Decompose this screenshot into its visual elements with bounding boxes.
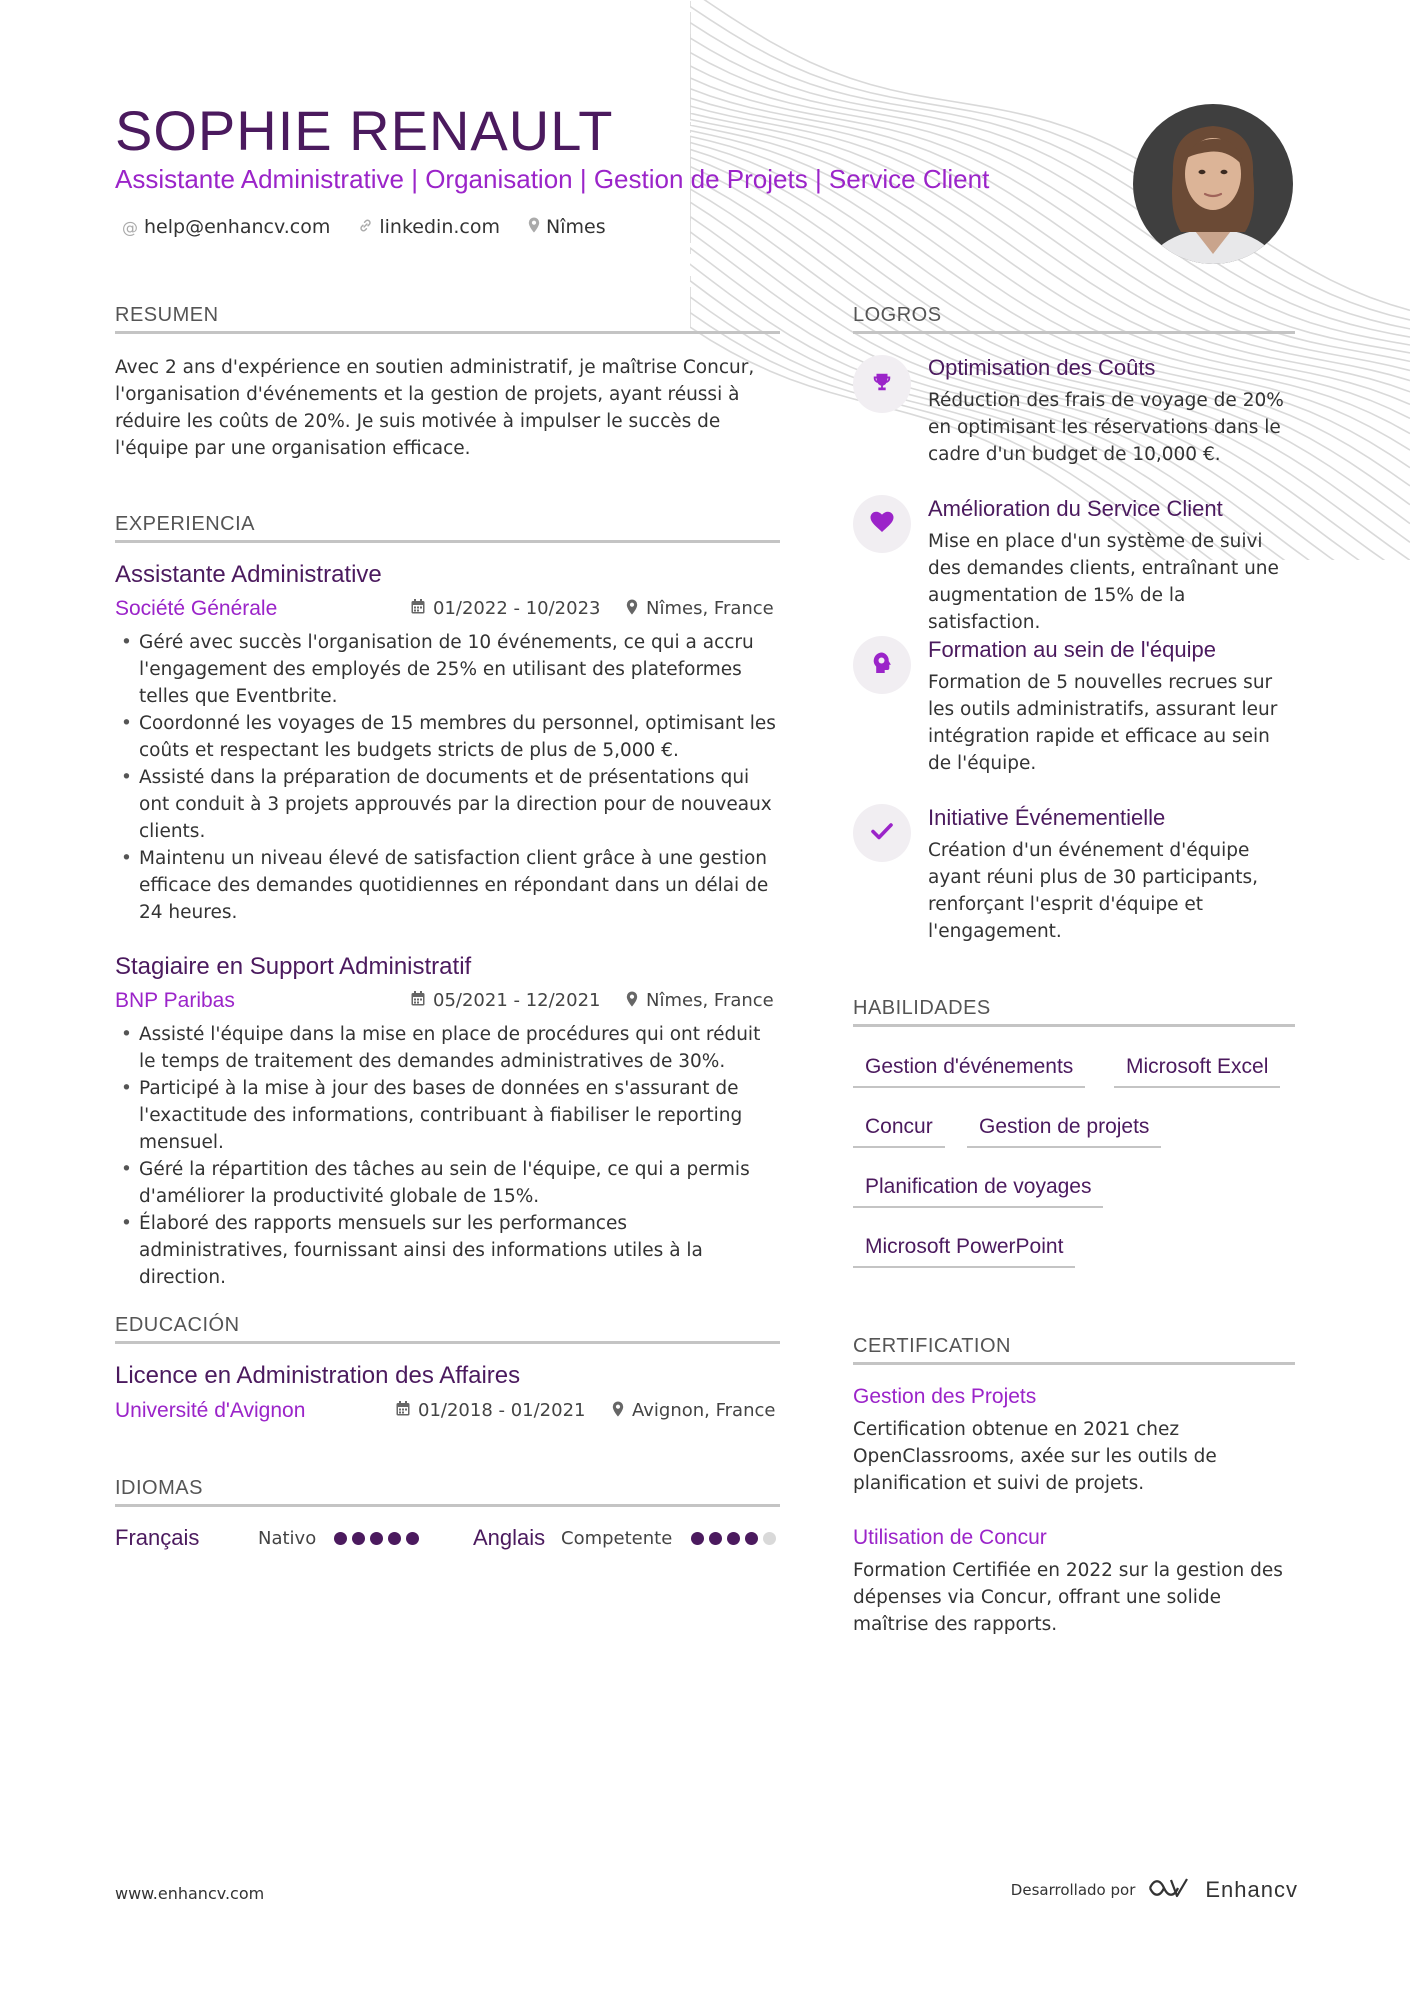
achievement-icon-wrap: [853, 355, 911, 413]
location-icon: [626, 599, 638, 619]
achievement-desc: Création d'un événement d'équipe ayant réuni plus de 30 participants, renforçant l'esprit d'équipe et l'engagement.: [928, 840, 1259, 942]
contact-email[interactable]: [122, 216, 330, 238]
location-icon: [612, 1401, 624, 1421]
education-dates-text: 01/2018 - 01/2021: [418, 1400, 586, 1421]
certification-divider: [853, 1362, 1295, 1365]
powered-by-label: Desarrollado por: [1010, 1881, 1136, 1899]
languages-divider: [115, 1504, 780, 1507]
rating-dot-filled: [334, 1532, 347, 1545]
rating-dot-empty: [763, 1532, 776, 1545]
bullet-item: • Assisté l'équipe dans la mise en place de procédures qui ont réduit le temps de traitement des demandes administratives de 30%.: [115, 1021, 780, 1075]
bullet-item: • Coordonné les voyages de 15 membres du personnel, optimisant les coûts et respectant les budgets stricts de plus de 5,000 €.: [115, 710, 780, 764]
location-icon: [626, 991, 638, 1011]
achievement-desc: Formation de 5 nouvelles recrues sur les outils administratifs, assurant leur intégration rapide et efficace au sein de l'équipe.: [928, 672, 1278, 774]
check-icon: [871, 822, 893, 844]
contact-location: [528, 216, 606, 238]
job-bullets: [115, 1021, 780, 1291]
footer-website[interactable]: www.enhancv.com: [115, 1884, 265, 1903]
language-level: Nativo: [258, 1528, 317, 1549]
degree: Licence en Administration des Affaires: [115, 1362, 521, 1389]
summary-divider: [115, 331, 780, 334]
achievement-desc: Réduction des frais de voyage de 20% en optimisant les réservations dans le cadre d'un budget de 10,000 €.: [928, 390, 1284, 465]
bullet-item: • Maintenu un niveau élevé de satisfaction client grâce à une gestion efficace des demandes quotidiennes en répondant dans un délai de 24 heures.: [115, 845, 780, 926]
achievement-title: Formation au sein de l'équipe: [928, 637, 1216, 662]
skill-tag: Microsoft PowerPoint: [853, 1228, 1075, 1268]
link-icon: [358, 218, 373, 237]
achievements-title: LOGROS: [853, 304, 942, 326]
skill-tag: Gestion de projets: [967, 1108, 1161, 1148]
language-level: Competente: [561, 1528, 673, 1549]
school: Université d'Avignon: [115, 1399, 306, 1422]
job-location-text: Nîmes, France: [646, 990, 774, 1011]
lightbulb-head-icon: [872, 652, 892, 678]
job-dates: [411, 990, 601, 1011]
location-icon: [528, 217, 540, 237]
calendar-icon: [411, 599, 425, 618]
bullet-item: • Élaboré des rapports mensuels sur les performances administratives, fournissant ainsi des informations utiles à la direction.: [115, 1210, 780, 1291]
languages-title: IDIOMAS: [115, 1477, 203, 1499]
certification-title: CERTIFICATION: [853, 1335, 1011, 1357]
contact-email-text: help@enhancv.com: [144, 216, 331, 238]
language-name: Anglais: [473, 1525, 546, 1550]
bullet-item: • Participé à la mise à jour des bases de données en s'assurant de l'exactitude des informations, contribuant à fiabiliser le reporting mensuel.: [115, 1075, 780, 1156]
skill-tag: Microsoft Excel: [1114, 1048, 1280, 1088]
language-rating: [334, 1532, 419, 1545]
achievement-icon-wrap: [853, 636, 911, 694]
rating-dot-filled: [352, 1532, 365, 1545]
skill-tag: Concur: [853, 1108, 945, 1148]
profile-photo: [1133, 104, 1293, 264]
brand-name: Enhancv: [1205, 1877, 1298, 1902]
at-icon: @: [122, 217, 138, 237]
rating-dot-filled: [370, 1532, 383, 1545]
candidate-name: SOPHIE RENAULT: [115, 99, 614, 162]
contact-location-text: Nîmes: [546, 216, 606, 238]
job-company: BNP Paribas: [115, 989, 235, 1012]
education-location: [612, 1400, 775, 1421]
skills-title: HABILIDADES: [853, 997, 991, 1019]
cert-desc: Formation Certifiée en 2022 sur la gestion des dépenses via Concur, offrant une solide maîtrise des rapports.: [853, 1560, 1283, 1635]
achievement-icon-wrap: [853, 804, 911, 862]
rating-dot-filled: [745, 1532, 758, 1545]
achievements-divider: [853, 331, 1295, 334]
job-role: Assistante Administrative: [115, 561, 382, 588]
trophy-icon: [871, 371, 893, 397]
job-location: [626, 598, 774, 619]
job-dates-text: 05/2021 - 12/2021: [433, 990, 601, 1011]
language-name: Français: [115, 1525, 200, 1550]
achievement-title: Amélioration du Service Client: [928, 496, 1223, 521]
skill-tag: Planification de voyages: [853, 1168, 1103, 1208]
job-location-text: Nîmes, France: [646, 598, 774, 619]
bullet-item: • Assisté dans la préparation de documents et de présentations qui ont conduit à 3 projets approuvés par la direction pour de nouveaux clients.: [115, 764, 780, 845]
language-rating: [691, 1532, 776, 1545]
heart-icon: [870, 511, 894, 537]
rating-dot-filled: [709, 1532, 722, 1545]
education-location-text: Avignon, France: [632, 1400, 776, 1421]
rating-dot-filled: [406, 1532, 419, 1545]
bullet-item: • Géré avec succès l'organisation de 10 événements, ce qui a accru l'engagement des employés de 25% en utilisant des plateformes telles que Eventbrite.: [115, 629, 780, 710]
summary-text: Avec 2 ans d'expérience en soutien administratif, je maîtrise Concur, l'organisation d'événements et la gestion de projets, ayant réussi à réduire les coûts de 20%. Je suis motivée à impulser le succès de l'équipe par une organisation efficace.: [115, 357, 755, 459]
bullet-item: • Géré la répartition des tâches au sein de l'équipe, ce qui a permis d'améliorer la productivité globale de 15%.: [115, 1156, 780, 1210]
job-company: Société Générale: [115, 597, 278, 620]
achievement-desc: Mise en place d'un système de suivi des demandes clients, entraînant une augmentation de 15% de la satisfaction.: [928, 531, 1279, 633]
footer-branding: [1011, 1876, 1298, 1904]
job-dates-text: 01/2022 - 10/2023: [433, 598, 601, 619]
achievement-title: Optimisation des Coûts: [928, 355, 1156, 380]
achievement-title: Initiative Événementielle: [928, 805, 1166, 830]
skills-divider: [853, 1024, 1295, 1027]
rating-dot-filled: [727, 1532, 740, 1545]
calendar-icon: [396, 1401, 410, 1420]
skill-tag: Gestion d'événements: [853, 1048, 1085, 1088]
enhancv-logo-icon: [1147, 1876, 1193, 1904]
experience-title: EXPERIENCIA: [115, 513, 255, 535]
education-divider: [115, 1341, 780, 1344]
contact-linkedin[interactable]: [358, 216, 500, 238]
contact-list: [122, 216, 606, 238]
headline: Assistante Administrative | Organisation | Gestion de Projets | Service Client: [115, 164, 990, 194]
job-dates: [411, 598, 601, 619]
job-bullets: [115, 629, 780, 926]
job-location: [626, 990, 774, 1011]
contact-linkedin-text: linkedin.com: [379, 216, 500, 238]
cert-desc: Certification obtenue en 2021 chez OpenClassrooms, axée sur les outils de planification et suivi de projets.: [853, 1419, 1217, 1494]
cert-title: Utilisation de Concur: [853, 1526, 1047, 1549]
calendar-icon: [411, 991, 425, 1010]
education-dates: [396, 1400, 586, 1421]
job-role: Stagiaire en Support Administratif: [115, 953, 472, 980]
education-title: EDUCACIÓN: [115, 1314, 240, 1336]
achievement-icon-wrap: [853, 495, 911, 553]
rating-dot-filled: [691, 1532, 704, 1545]
experience-divider: [115, 540, 780, 543]
summary-title: RESUMEN: [115, 304, 219, 326]
rating-dot-filled: [388, 1532, 401, 1545]
cert-title: Gestion des Projets: [853, 1385, 1037, 1408]
